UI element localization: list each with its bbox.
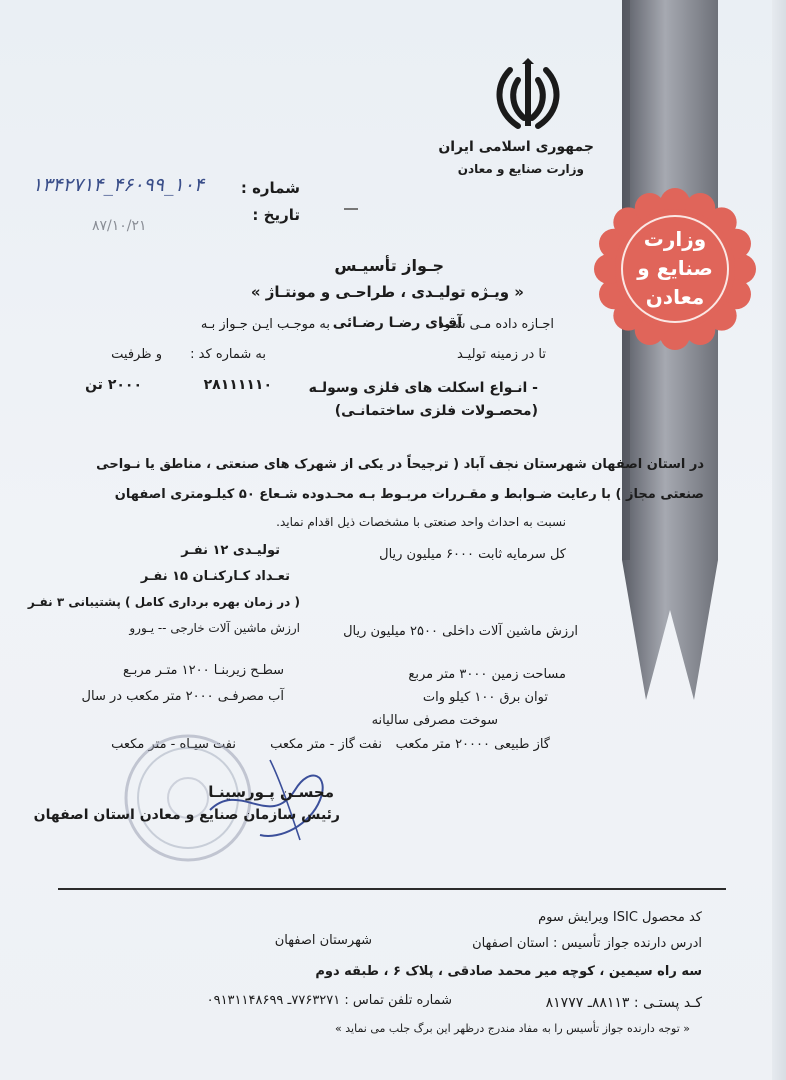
phone: شماره تلفن تماس : ۷۷۶۳۲۷۱ـ ۰۹۱۳۱۱۴۸۶۹۹ bbox=[206, 993, 452, 1008]
header-mark bbox=[344, 208, 358, 210]
capital: کل سرمایه ثابت ۶۰۰۰ میلیون ریال bbox=[379, 547, 566, 562]
capacity-label: و ظرفیت bbox=[111, 347, 162, 362]
seal-line-1: وزارت bbox=[643, 227, 707, 251]
product-code: ۲۸۱۱۱۱۱۰ bbox=[203, 377, 272, 393]
ministry-name: وزارت صنایع و معادن bbox=[457, 162, 584, 176]
support-staff: ( در زمان بهره برداری کامل ) پشتیبانی ۳ نفـر bbox=[27, 595, 300, 609]
domestic-machinery: ارزش ماشین آلات داخلی ۲۵۰۰ میلیون ریال bbox=[343, 624, 578, 639]
seal-line-3: معادن bbox=[645, 285, 705, 309]
foreign-machinery: ارزش ماشین آلات خارجی -- یـورو bbox=[129, 621, 300, 635]
intro-part-a: به موجـب ایـن جـواز بـه bbox=[200, 317, 330, 332]
lpg: نفت گاز - متر مکعب bbox=[270, 737, 382, 752]
location-line-1: در استان اصفهان شهرستان نجف آباد ( ترجیحاً در یکی از شهرک های صنعتی ، مناطق یا نـواحی bbox=[96, 457, 704, 472]
number-value: ۱۰۴_۴۶۰۹۹_۱۳۴۲۷۱۴ bbox=[32, 174, 205, 196]
intro-part-b: اجـازه داده مـی شـود bbox=[438, 317, 554, 332]
location-line-3: نسبت به احداث واحد صنعتی با مشخصات ذیل اقدام نماید. bbox=[276, 515, 566, 529]
country-name: جمهوری اسلامی ایران bbox=[438, 139, 594, 155]
city: شهرستان اصفهان bbox=[274, 933, 372, 948]
intro-name: آقـای رضـا رضـائی bbox=[332, 315, 462, 331]
product-line-1: - انـواع اسکلت های فلزی وسولـه bbox=[308, 380, 538, 396]
license-title: جـواز تأسیـس bbox=[334, 256, 444, 275]
signatory-name: محسـن پـورسینـا bbox=[208, 783, 334, 801]
street-address: سه راه سیمین ، کوچه میر محمد صادقی ، پلاک ۶ ، طبقه دوم bbox=[315, 964, 702, 979]
capacity-value: ۲۰۰۰ تن bbox=[85, 377, 142, 393]
number-label: شماره : bbox=[240, 179, 300, 197]
water: آب مصرفـی ۲۰۰۰ متر مکعب در سال bbox=[81, 689, 284, 704]
product-line-2: (محصـولات فلزی ساختمانـی) bbox=[334, 403, 538, 419]
ministry-seal bbox=[592, 186, 758, 352]
fuel: سوخت مصرفی سالیانه bbox=[371, 713, 498, 728]
license-subtitle: « ویـژه تولیـدی ، طراحـی و مونتـاژ » bbox=[250, 283, 524, 301]
isic-label: کد محصول ISIC ویرایش سوم bbox=[538, 910, 702, 925]
natural-gas: گاز طبیعی ۲۰۰۰۰ متر مکعب bbox=[395, 737, 550, 752]
production-staff: تولیـدی ۱۲ نفـر bbox=[181, 543, 280, 558]
production-label: تا در زمینه تولیـد bbox=[457, 347, 546, 362]
code-label: به شماره کد : bbox=[190, 347, 266, 362]
footer-note: « توجه دارنده جواز تأسیس را به مفاد مندرج درظهر این برگ جلب می نماید » bbox=[335, 1022, 690, 1035]
date-label: تاریخ : bbox=[252, 206, 300, 224]
date-value: ۸۷/۱۰/۲۱ bbox=[92, 218, 147, 234]
postal-code: کـد پستـی : ۸۸۱۱۳ـ ۸۱۷۷۷ bbox=[545, 995, 702, 1011]
location-line-2: صنعتی مجاز ) با رعایت ضـوابط و مقـررات مربـوط بـه محـدوده شـعاع ۵۰ کیلـومتری اصفهان bbox=[114, 487, 704, 502]
footer-divider bbox=[58, 888, 726, 890]
built-area: سطـح زیربنـا ۱۲۰۰ متـر مربـع bbox=[123, 663, 284, 678]
paper-edge bbox=[772, 0, 786, 1080]
iran-emblem-icon bbox=[488, 56, 568, 136]
workers: تعـداد کـارکنـان ۱۵ نفـر bbox=[140, 569, 290, 584]
land-area: مساحت زمین ۳۰۰۰ متر مربع bbox=[408, 667, 566, 682]
signatory-title: رئیس سازمان صنایع و معادن استان اصفهان bbox=[33, 807, 340, 823]
power: توان برق ۱۰۰ کیلو وات bbox=[422, 690, 548, 705]
black-oil: نفت سیـاه - متر مکعب bbox=[111, 737, 236, 752]
seal-line-2: صنایع و bbox=[637, 256, 713, 280]
address-label: ادرس دارنده جواز تأسیس : استان اصفهان bbox=[472, 936, 702, 951]
